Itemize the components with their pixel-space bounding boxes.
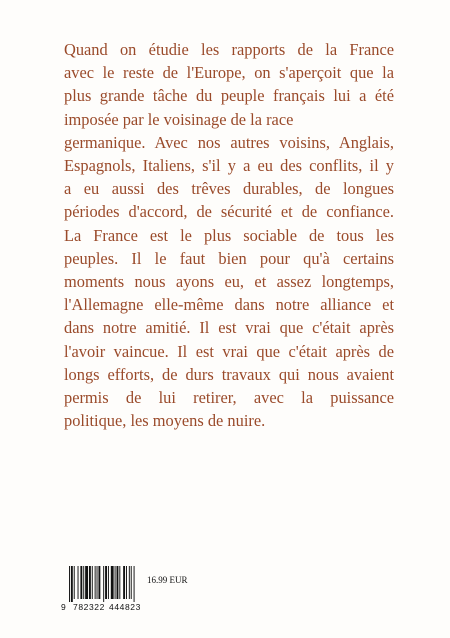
barcode-bar <box>69 566 70 602</box>
barcode-bar <box>111 566 114 599</box>
blurb-line: a eu aussi des trêves durables, de longues <box>64 179 394 199</box>
blurb-text <box>64 38 394 432</box>
blurb-line: longs efforts, de durs travaux qui nous avaient <box>64 364 394 384</box>
blurb-line: La France est le plus sociable de tous les <box>64 225 394 245</box>
blurb-line: politique, les moyens de nuire. <box>64 411 266 431</box>
blurb-line: permis de lui retirer, avec la puissance <box>64 388 394 408</box>
barcode-bar <box>74 566 75 599</box>
barcode-bar <box>134 566 135 602</box>
barcode-bar <box>95 566 96 599</box>
barcode-bar <box>105 566 107 599</box>
barcode-bar <box>119 566 120 599</box>
barcode-right-digits: 444823 <box>109 602 141 612</box>
barcode-bar <box>89 566 91 599</box>
blurb-line: germanique. Avec nos autres voisins, Anglais, <box>64 132 394 152</box>
blurb-line: Espagnols, Italiens, s'il y a eu des conflits, il y <box>64 156 394 176</box>
barcode-left-digits: 782322 <box>73 602 105 612</box>
barcode-bar <box>131 566 132 599</box>
barcode-bars <box>60 566 142 602</box>
barcode-bar <box>78 566 79 599</box>
blurb-line: peuples. Il le faut bien pour qu'à certains <box>64 248 394 268</box>
blurb-line: Quand on étudie les rapports de la France <box>64 40 394 59</box>
barcode-bar <box>103 566 104 602</box>
blurb-line: avec le reste de l'Europe, on s'aperçoit que la <box>64 63 394 83</box>
barcode-bar <box>129 566 130 599</box>
blurb-line: périodes d'accord, de sécurité et de confiance. <box>64 202 394 222</box>
barcode-bar <box>71 566 73 602</box>
blurb-line: moments nous ayons eu, et assez longtemps, <box>64 272 394 292</box>
blurb-line: imposée par le voisinage de la race <box>64 109 294 129</box>
barcode-bar <box>115 566 116 599</box>
blurb-line: plus grande tâche du peuple français lui a été <box>64 86 394 106</box>
barcode-bar <box>97 566 98 599</box>
isbn-barcode <box>60 566 220 614</box>
price-label: 16.99 EUR <box>147 575 188 585</box>
barcode-bar <box>126 566 127 599</box>
blurb-line: l'avoir vaincue. Il est vrai que c'était après de <box>64 341 394 361</box>
barcode-bar <box>92 566 93 599</box>
blurb-line: dans notre amitié. Il est vrai que c'était après <box>64 318 394 338</box>
barcode-bar <box>83 566 84 599</box>
barcode-bar <box>123 566 125 599</box>
barcode-bar <box>85 566 88 599</box>
barcode-bar <box>98 566 100 599</box>
barcode-bar <box>108 566 109 599</box>
barcode-bar <box>80 566 82 599</box>
barcode-first-digit: 9 <box>61 602 67 612</box>
barcode-bar <box>117 566 119 599</box>
blurb-line: l'Allemagne elle-même dans notre alliance et <box>64 295 394 315</box>
